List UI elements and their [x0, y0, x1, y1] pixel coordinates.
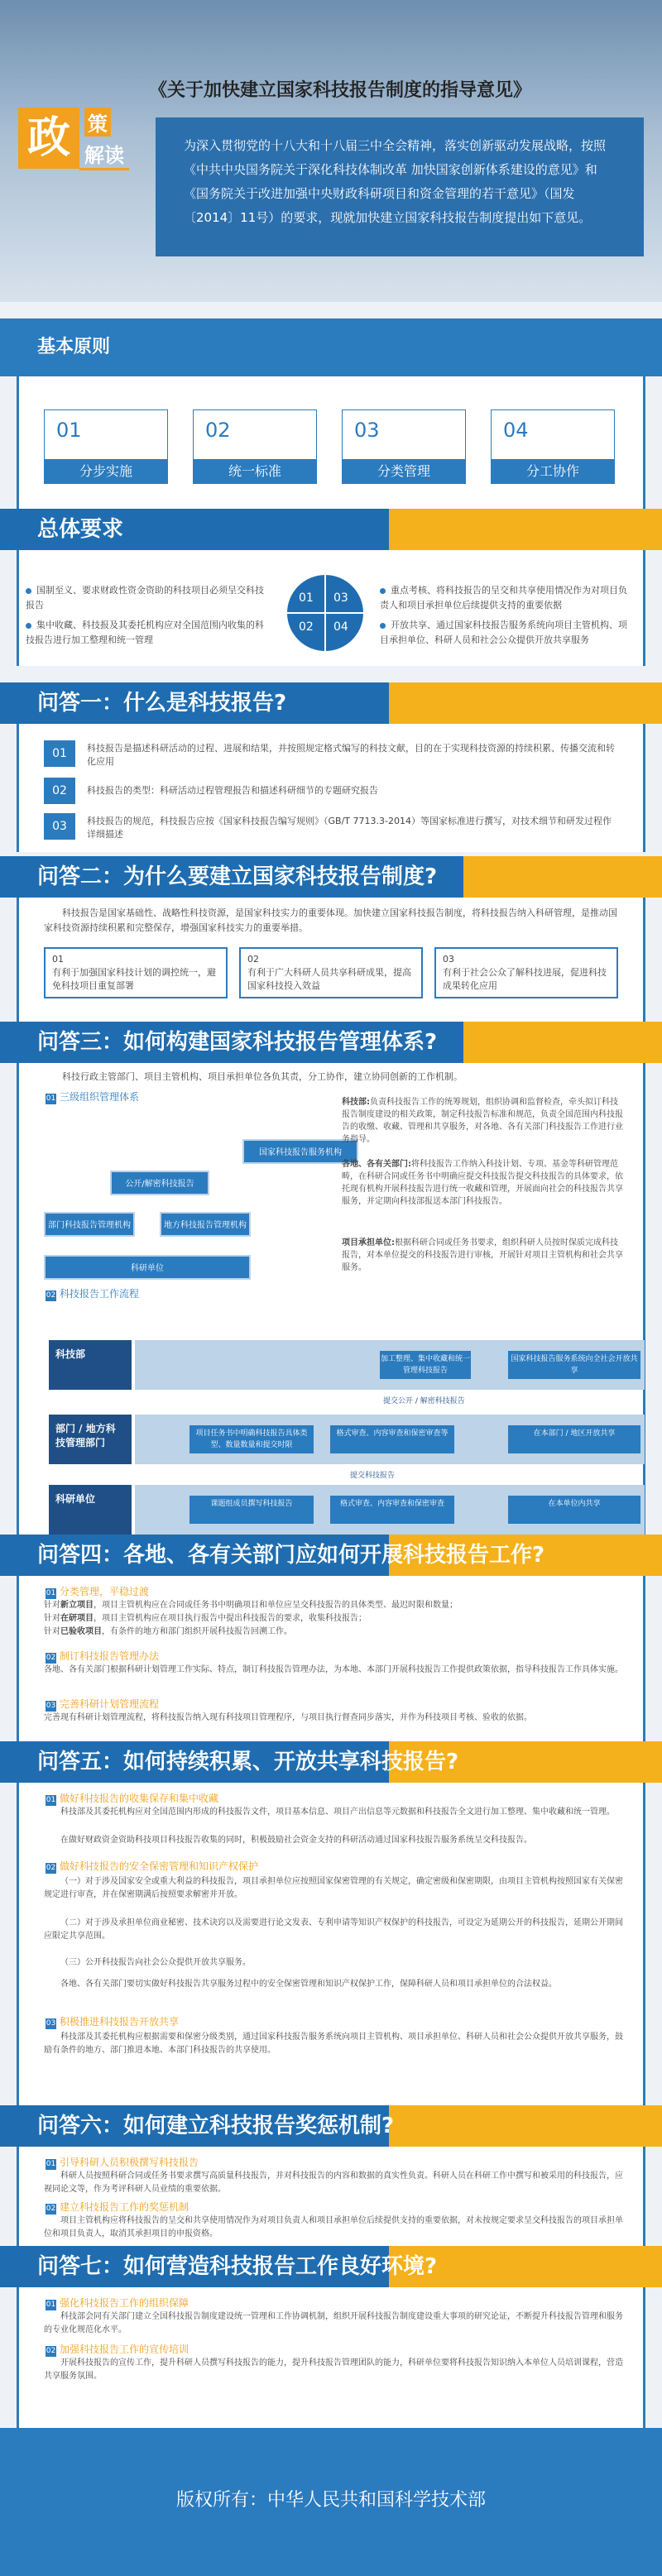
q2-card: 03 有利于社会公众了解科技进展，促进科技成果转化应用 — [434, 947, 618, 998]
q1-text: 科技报告的规范，科技报告应按《国家科技报告编写规则》（GB/T 7713.3-2014）等国家标准进行撰写，对技术细节和研发过程作详细描述 — [87, 816, 612, 840]
q4-banner — [0, 1535, 662, 1576]
q2-card: 02 有利于广大科研人员共享科研成果，提高国家科技投入效益 — [239, 947, 423, 998]
flow-row: 科技部 加工整理、集中收藏和统一管理科技报告 国家科技报告服务系统向全社会开放共享 — [49, 1340, 645, 1390]
principle-card — [44, 409, 168, 484]
principle-card — [193, 409, 317, 484]
q4-line: 针对已验收项目，有条件的地方和部门组织开展科技报告回溯工作。 — [44, 1627, 292, 1636]
q4-sub1: 01 分类管理，平稳过渡 — [46, 1586, 150, 1597]
q5-text: 各地、各有关部门要切实做好科技报告共享服务过程中的安全保密管理和知识产权保护工作，保障科研人员和项目承担单位的合法权益。 — [60, 1980, 557, 1989]
q4-sub2: 02 制订科技报告管理办法 — [46, 1650, 160, 1662]
q5-box — [17, 1783, 645, 2109]
intro-text: 为深入贯彻党的十八大和十八届三中全会精神，落实创新驱动发展战略，按照《中共中央国务院关于深化科技体制改革 加快国家创新体系建设的意见》和《国务院关于改进加强中央财政科研项目和资金管理的若干意见》（国发〔2014〕11号）的要求，现就加快建立国家科技报告制度提出如下意见。 — [156, 117, 644, 256]
q2-title: 问答二：为什么要建立国家科技报告制度? — [37, 864, 438, 889]
badge-sub1: 策 — [84, 108, 111, 136]
flow-step: 在本部门 / 地区开放共享 — [508, 1425, 640, 1453]
q7-sub2: 02 加强科技报告工作的宣传培训 — [46, 2344, 189, 2355]
footer — [0, 2428, 662, 2576]
copyright: 版权所有：中华人民共和国科学技术部 — [175, 2490, 486, 2511]
flow-step: 国家科技报告服务系统向全社会开放共享 — [508, 1351, 640, 1379]
q5-text: （三）公开科技报告向社会公众提供开放共享服务。 — [60, 1958, 251, 1967]
q7-banner — [0, 2246, 662, 2287]
q5-text: 在做好财政资金资助科技项目科技报告收集的同时，积极鼓励社会资金支持的科研活动通过国家科技报告服务系统呈交科技报告。 — [60, 1836, 532, 1845]
q1-box — [17, 724, 645, 852]
flow-step: 加工整理、集中收藏和统一管理科技报告 — [380, 1351, 471, 1379]
q2-box — [17, 898, 645, 1026]
overall-banner — [0, 509, 662, 550]
org-dept: 部门科技报告管理机构 — [44, 1212, 135, 1237]
principle-label: 分步实施 — [44, 459, 168, 484]
principle-num: 04 — [491, 409, 615, 459]
q3-sub2: 02 科技报告工作流程 — [46, 1288, 140, 1300]
q3-title: 问答三：如何构建国家科技报告管理体系? — [37, 1030, 438, 1055]
q6-sub2: 02 建立科技报告工作的奖惩机制 — [46, 2201, 189, 2213]
q3-sub1: 01 三级组织管理体系 — [46, 1091, 140, 1103]
overall-circle: 01 03 02 04 — [287, 575, 363, 651]
q2-intro: 科技报告是国家基础性、战略性科技资源，是国家科技实力的重要体现。加快建立国家科技报告制度，将科技报告纳入科研管理，是推动国家科技资源持续积累和完整保存，增强国家科技实力的重要举措。 — [44, 907, 617, 933]
page-title: 《关于加快建立国家科技报告制度的指导意见》 — [149, 80, 532, 101]
q5-text: （二）对于涉及承担单位商业秘密、技术诀窍以及需要进行论文发表、专利申请等知识产权保护的科技报告，可设定为延期公开的科技报告，延期公开期间应限定共享范围。 — [44, 1918, 623, 1941]
q5-sub3: 03 积极推进科技报告开放共享 — [46, 2016, 180, 2028]
q1-title: 问答一：什么是科技报告? — [37, 691, 287, 716]
q7-title: 问答七：如何营造科技报告工作良好环境? — [37, 2254, 438, 2279]
q4-line: 针对在研项目，项目主管机构应在项目执行报告中提出科技报告的要求，收集科技报告； — [44, 1614, 367, 1623]
overall-item: 集中收藏、科技报及其委托机构应对全国范围内收集的科技报告进行加工整理和统一管理 — [26, 620, 264, 645]
principle-card — [342, 409, 466, 484]
q1-num: 03 — [44, 813, 75, 840]
q4-title: 问答四：各地、各有关部门应如何开展科技报告工作? — [37, 1543, 545, 1568]
badge-sub2: 解读 — [79, 139, 129, 170]
q6-title: 问答六：如何建立科技报告奖惩机制? — [37, 2114, 395, 2138]
q4-sub3: 03 完善科研计划管理流程 — [46, 1698, 160, 1710]
q5-sub2: 02 做好科技报告的安全保密管理和知识产权保护 — [46, 1860, 259, 1872]
principles-title: 基本原则 — [37, 337, 111, 357]
flow-row: 科研单位 课题组成员撰写科技报告 格式审查、内容审查和保密审查 在本单位内共享 — [49, 1485, 645, 1535]
q1-num: 02 — [44, 778, 75, 804]
q2-card: 01 有利于加强国家科技计划的调控统一，避免科技项目重复部署 — [44, 947, 228, 998]
q3-desc: 项目承担单位:根据科研合同或任务书要求，组织科研人员按时保质完成科技报告，对本单位提交的科技报告进行审核，开展针对项目主管机构和社会共享服务。 — [342, 1238, 623, 1272]
q3-box — [17, 1063, 645, 1539]
flow-row: 部门 / 地方科技管理部门 项目任务书中明确科技报告具体类型、数量数量和提交时限 格式审查、内容审查和保密审查等 在本部门 / 地区开放共享 — [49, 1415, 645, 1464]
flow-step: 课题组成员撰写科技报告 — [189, 1496, 314, 1524]
q4-box — [17, 1576, 645, 1745]
q4-text: 各地、各有关部门根据科研计划管理工作实际、特点，制订科技报告管理办法，为本地、本部门开展科技报告工作提供政策依据，指导科技报告工作具体实施。 — [44, 1665, 623, 1674]
q6-text: 项目主管机构应将科技报告的呈交和共享使用情况作为对项目负责人和项目承担单位后续提供支持的重要依据，对未按规定要求呈交科技报告的项目承担单位和项目负责人，取消其承担项目的申报资格。 — [44, 2216, 623, 2238]
principle-num: 01 — [44, 409, 168, 459]
org-national: 国家科技报告服务机构 — [242, 1139, 358, 1164]
principles-box — [17, 376, 645, 517]
org-local: 地方科技报告管理机构 — [160, 1212, 251, 1237]
q6-banner — [0, 2105, 662, 2147]
q4-text: 完善现有科研计划管理流程，将科技报告纳入现有科技项目管理程序，与项目执行督查同步落实，并作为科技项目考核、验收的依据。 — [44, 1713, 532, 1722]
q5-sub1: 01 做好科技报告的收集保存和集中收藏 — [46, 1793, 219, 1804]
policy-badge — [8, 91, 141, 167]
q7-box — [17, 2287, 645, 2428]
principle-label: 统一标准 — [193, 459, 317, 484]
q3-intro: 科技行政主管部门、项目主管机构、项目承担单位各负其责，分工协作，建立协同创新的工作机制。 — [62, 1071, 463, 1082]
hero-banner — [0, 0, 662, 302]
principle-label: 分类管理 — [342, 459, 466, 484]
principles-header — [0, 318, 662, 376]
flow-step: 项目任务书中明确科技报告具体类型、数量数量和提交时限 — [189, 1425, 314, 1453]
org-unit: 科研单位 — [44, 1255, 251, 1280]
org-public: 公开/解密科技报告 — [110, 1171, 209, 1195]
overall-box — [17, 550, 645, 666]
q1-num: 01 — [44, 740, 75, 767]
principle-num: 02 — [193, 409, 317, 459]
q6-sub1: 01 引导科研人员积极撰写科技报告 — [46, 2157, 199, 2168]
q1-banner — [0, 682, 662, 724]
principle-label: 分工协作 — [491, 459, 615, 484]
q3-desc: 各地、各有关部门:将科技报告工作纳入科技计划、专项、基金等科研管理范畴，在科研合同或任务书中明确应提交科技报告提交科技报告的具体要求，依托现有机构开展科技报告进行统一收藏和管理，开展面向社会的科技报告共享服务，并定期向科技部报送本部门科技报告。 — [342, 1160, 623, 1206]
principle-num: 03 — [342, 409, 466, 459]
q1-text: 科技报告是描述科研活动的过程、进展和结果，并按照规定格式编写的科技文献，目的在于实现科技资源的持续积累、传播交流和转化应用 — [87, 743, 615, 767]
q7-sub1: 01 强化科技报告工作的组织保障 — [46, 2297, 189, 2309]
q2-banner — [0, 856, 662, 898]
q7-text: 开展科技报告的宣传工作，提升科研人员撰写科技报告的能力，提升科技报告管理团队的能力，科研单位要将科技报告知识纳入本单位人员培训课程，营造共享服务氛围。 — [44, 2358, 623, 2381]
flow-arrow-label: 提交科技报告 — [350, 1472, 396, 1480]
flow-step: 在本单位内共享 — [508, 1496, 640, 1524]
flow-arrow-label: 提交公开 / 解密科技报告 — [383, 1397, 465, 1405]
badge-char: 政 — [18, 108, 79, 169]
overall-item: 开放共享、通过国家科技报告服务系统向项目主管机构、项目承担单位、科研人员和社会公众提供开放共享服务 — [380, 620, 627, 645]
q6-text: 科研人员按照科研合同或任务书要求撰写高质量科技报告，并对科技报告的内容和数据的真实性负责。科研人员在科研工作中撰写和被采用的科技报告，应视同论文等，作为考评科研人员业绩的重要依据。 — [44, 2171, 623, 2194]
q4-line: 针对新立项目，项目主管机构应在合同或任务书中明确项目和单位应呈交科技报告的具体类型、最迟时限和数量； — [44, 1601, 458, 1610]
overall-item: 国制至义、要求财政性资金资助的科技项目必须呈交科技报告 — [26, 585, 264, 610]
principle-card — [491, 409, 615, 484]
q3-desc: 科技部:负责科技报告工作的统筹规划，组织协调和监督检查，牵头拟订科技报告制度建设的相关政策，制定科技报告标准和规范，负责全国范围内科技报告的收缴、收藏、管理和共享服务，对各地、各有关部门科技报告工作进行业务指导。 — [342, 1098, 623, 1144]
flow-step: 格式审查、内容审查和保密审查等 — [330, 1425, 454, 1453]
q3-banner — [0, 1022, 662, 1063]
q5-text: 科技部及其委托机构应对全国范围内形成的科技报告文件，项目基本信息、项目产出信息等元数据和科技报告全文进行加工整理、集中收藏和统一管理。 — [60, 1808, 615, 1817]
q1-text: 科技报告的类型：科研活动过程管理报告和描述科研细节的专题研究报告 — [87, 785, 378, 796]
q5-title: 问答五：如何持续积累、开放共享科技报告? — [37, 1750, 459, 1774]
q5-text: （一）对于涉及国家安全或重大利益的科技报告，项目承担单位应按照国家保密管理的有关规定，确定密级和保密期限，由项目主管机构按照国家有关保密规定进行审查，并在保密期满后按照要求解密并开放。 — [44, 1877, 623, 1899]
flow-step: 格式审查、内容审查和保密审查 — [330, 1496, 454, 1524]
overall-item: 重点考核、将科技报告的呈交和共享使用情况作为对项目负责人和项目承担单位后续提供支持的重要依据 — [380, 585, 627, 610]
q5-banner — [0, 1741, 662, 1783]
overall-title: 总体要求 — [37, 517, 124, 542]
q6-box — [17, 2147, 645, 2250]
q7-text: 科技部会同有关部门建立全国科技报告制度建设统一管理和工作协调机制，组织开展科技报告制度建设重大事项的研究论证，不断提升科技报告管理和服务的专业化规范化水平。 — [44, 2312, 623, 2334]
q5-text: 科技部及其委托机构应根据需要和保密分级类别，通过国家科技报告服务系统向项目主管机构、项目承担单位、科研人员和社会公众提供开放共享服务，鼓励有条件的地方、部门推进本地、本部门科技报告的共享使用。 — [44, 2033, 623, 2055]
